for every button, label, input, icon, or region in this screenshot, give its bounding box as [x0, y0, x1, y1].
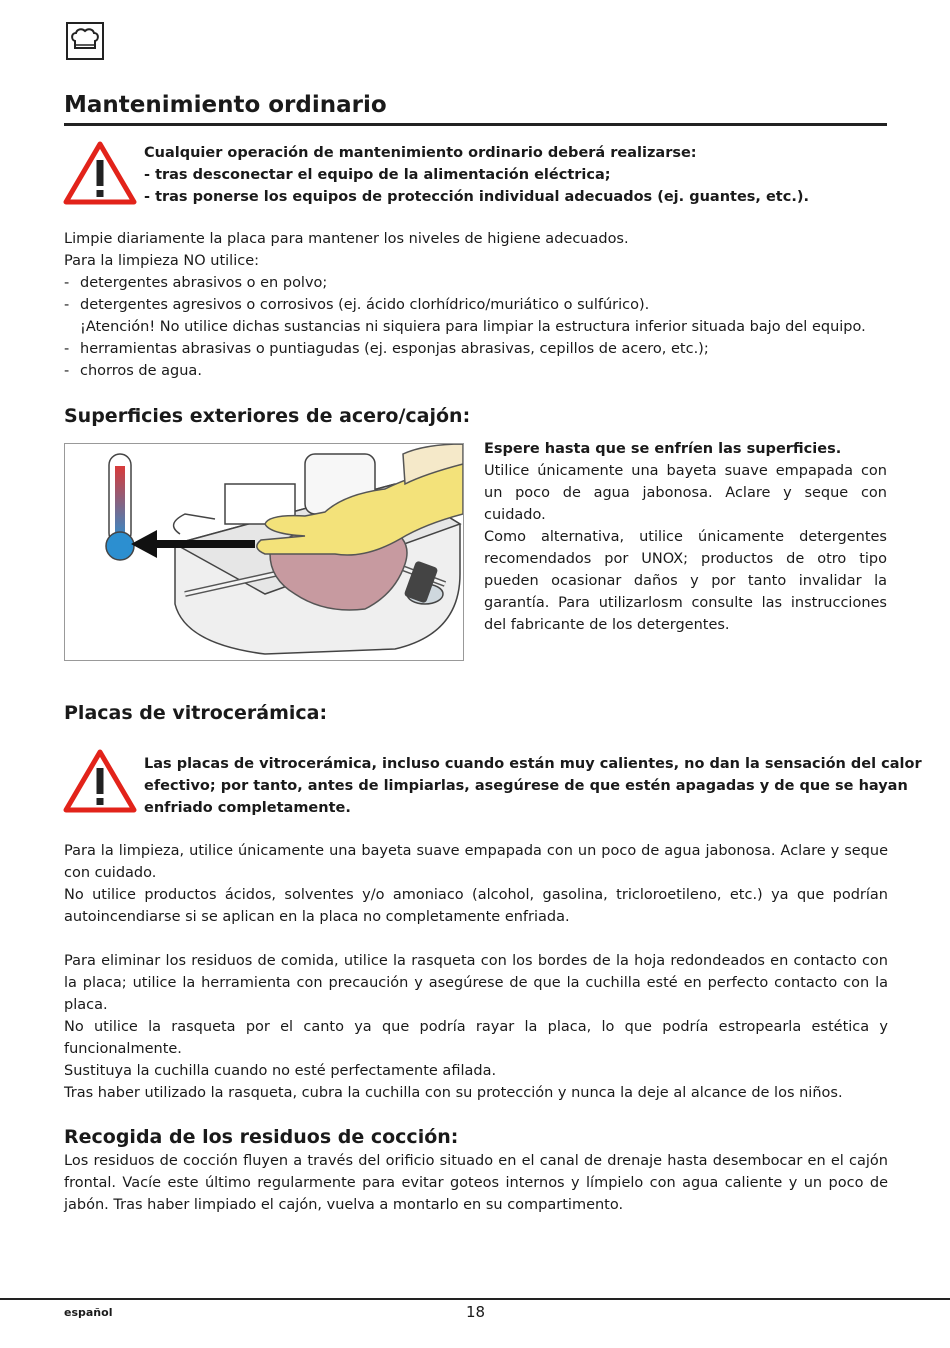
glass-paragraph: Para la limpieza, utilice únicamente una bayeta suave empapada con un poco de agua jabonosa. Aclare y seque con cuidado.: [64, 843, 888, 881]
page-number: 18: [466, 1303, 486, 1321]
warning-triangle-icon: [62, 748, 138, 816]
glass-paragraph: No utilice productos ácidos, solventes y/o amoniaco (alcohol, gasolina, tricloroetileno, etc.) ya que podrían autoincendiarse si se aplican en la placa no completamente enfriada.: [64, 887, 888, 925]
maintenance-warning: [144, 142, 889, 208]
warning-line: - tras desconectar el equipo de la alimentación eléctrica;: [144, 167, 611, 183]
warning-line: Las placas de vitrocerámica, incluso cuando están muy calientes, no dan la sensación del calor: [144, 756, 922, 772]
waste-text: [64, 1150, 888, 1216]
glass-paragraph: Para eliminar los residuos de comida, utilice la rasqueta con los bordes de la hoja redondeados en contacto con la placa; utilice la herramienta con precaución y asegúrese de que la cuchilla esté en perfecto contacto con la placa.: [64, 953, 888, 1013]
steel-paragraph: Como alternativa, utilice únicamente detergentes recomendados por UNOX; productos de otro tipo pueden ocasionar daños y por tanto invalidar la garantía. Para utilizarlosm consulte las instrucciones del fabricante de los detergentes.: [484, 529, 887, 633]
chef-hat-icon: [66, 22, 104, 60]
prohibited-list: [64, 272, 888, 382]
steel-paragraph: Utilice únicamente una bayeta suave empapada con un poco de agua jabonosa. Aclare y seque con cuidado.: [484, 463, 887, 523]
glass-paragraph: Sustituya la cuchilla cuando no esté perfectamente afilada.: [64, 1063, 497, 1079]
list-item: - detergentes abrasivos o en polvo;: [64, 272, 888, 294]
footer-language: español: [64, 1306, 113, 1319]
intro-line: Para la limpieza NO utilice:: [64, 253, 260, 269]
attention-note: ¡Atención! No utilice dichas sustancias ni siquiera para limpiar la estructura inferior situada bajo del equipo.: [80, 319, 866, 335]
steel-lead: Espere hasta que se enfríen las superficies.: [484, 441, 842, 457]
section-title-steel: Superficies exteriores de acero/cajón:: [64, 405, 471, 427]
warning-line: Cualquier operación de mantenimiento ordinario deberá realizarse:: [144, 145, 697, 161]
intro-section: [64, 228, 888, 382]
warning-line: enfriado completamente.: [144, 800, 351, 816]
steel-cleaning-text: [484, 438, 887, 636]
page-title: Mantenimiento ordinario: [64, 92, 387, 118]
scraper-instructions: [64, 950, 888, 1104]
waste-paragraph: Los residuos de cocción fluyen a través del orificio situado en el canal de drenaje hasta desembocar en el cajón frontal. Vacíe este último regularmente para evitar goteos internos y límpielo con agua caliente y un poco de jabón. Tras haber limpiado el cajón, vuelva a montarlo en su compartimento.: [64, 1153, 888, 1213]
glass-paragraph: No utilice la rasqueta por el canto ya que podría rayar la placa, lo que podría estropearla estética y funcionalmente.: [64, 1019, 888, 1057]
section-title-waste: Recogida de los residuos de cocción:: [64, 1126, 459, 1148]
list-item: - detergentes agresivos o corrosivos (ej. ácido clorhídrico/muriático o sulfúrico). ¡Atención! No utilice dichas sustancias ni siquiera para limpiar la estructura inferior situada bajo del equipo.: [64, 294, 888, 338]
glass-warning: [144, 753, 922, 819]
footer-divider: [0, 1298, 950, 1300]
title-divider: [64, 123, 887, 126]
glass-paragraph: Tras haber utilizado la rasqueta, cubra la cuchilla con su protección y nunca la deje al alcance de los niños.: [64, 1085, 843, 1101]
intro-line: Limpie diariamente la placa para mantener los niveles de higiene adecuados.: [64, 231, 629, 247]
warning-line: - tras ponerse los equipos de protección individual adecuados (ej. guantes, etc.).: [144, 189, 809, 205]
thermometer-icon: [106, 454, 134, 560]
warning-line: efectivo; por tanto, antes de limpiarlas, asegúrese de que estén apagadas y de que se hayan: [144, 778, 908, 794]
cleaning-illustration: [64, 443, 464, 661]
warning-triangle-icon: [62, 140, 138, 208]
section-title-glass: Placas de vitrocerámica:: [64, 702, 328, 724]
list-item: - herramientas abrasivas o puntiagudas (ej. esponjas abrasivas, cepillos de acero, etc.);: [64, 338, 888, 360]
list-item: - chorros de agua.: [64, 360, 888, 382]
glass-cleaning-text: [64, 840, 888, 928]
